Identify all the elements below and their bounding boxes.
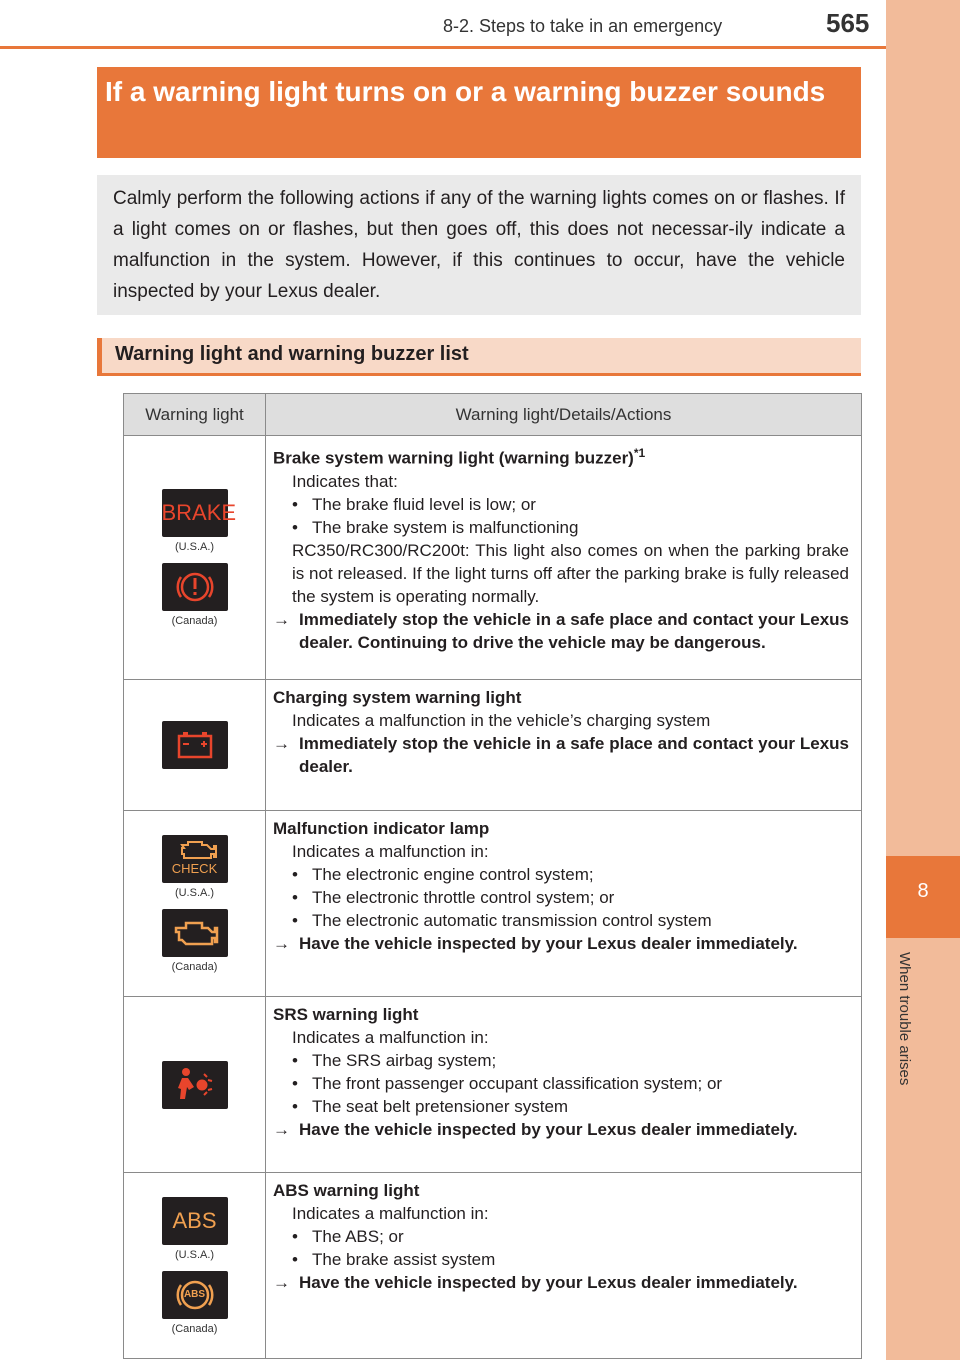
icon-caption-usa: (U.S.A.): [174, 886, 215, 899]
chapter-title: When trouble arises: [896, 952, 913, 1086]
footnote-marker: *1: [633, 446, 646, 460]
chapter-number: 8: [886, 856, 960, 938]
icon-cell: [124, 811, 266, 997]
icon-caption-canada: (Canada): [171, 1322, 218, 1335]
arrow-icon: →: [273, 1120, 290, 1139]
check-engine-text-icon: [162, 835, 228, 883]
arrow-icon: →: [273, 1273, 290, 1292]
warning-title-text: Brake system warning light (warning buzzer): [273, 448, 634, 468]
arrow-icon: →: [273, 934, 290, 953]
column-header-details: Warning light/Details/Actions: [266, 394, 862, 436]
bullet-item: • The ABS; or: [273, 1225, 849, 1248]
abs-icon-label: ABS: [172, 1207, 217, 1233]
table-header-row: [124, 394, 862, 436]
action-text: [273, 932, 849, 955]
details-cell: [266, 436, 862, 680]
action-text: [273, 608, 849, 654]
header-rule: [0, 46, 886, 49]
section-banner: [97, 67, 861, 158]
table-row: [124, 811, 862, 997]
bullet-item: • The electronic engine control system;: [273, 863, 849, 886]
table-row: [124, 436, 862, 680]
subsection-header: [97, 338, 861, 376]
bullet-item: • The front passenger occupant classification system; or: [273, 1072, 849, 1095]
arrow-icon: →: [273, 609, 290, 629]
details-cell: [266, 811, 862, 997]
indicates-text: Indicates a malfunction in:: [292, 1028, 489, 1047]
intro-box: [97, 175, 861, 315]
icon-caption-usa: (U.S.A.): [174, 540, 215, 553]
arrow-icon: →: [273, 734, 290, 753]
icon-cell: [124, 1173, 266, 1359]
subsection-title: Warning light and warning buzzer list: [115, 343, 469, 365]
brake-exclamation-icon: [162, 563, 228, 611]
side-tab: [886, 0, 960, 1360]
action-label: Have the vehicle inspected by your Lexus dealer immediately.: [299, 934, 798, 953]
action-text: [273, 1118, 849, 1141]
bullet-item: • The electronic automatic transmission control system: [273, 909, 849, 932]
section-title: If a warning light turns on or a warning buzzer sounds: [105, 76, 826, 107]
bullet-item: • The brake assist system: [273, 1248, 849, 1271]
action-label: Immediately stop the vehicle in a safe place and contact your Lexus dealer. Continuing to drive the vehicle may be dangerous.: [299, 609, 849, 652]
warning-title: ABS warning light: [273, 1181, 420, 1200]
action-text: [273, 1271, 849, 1294]
brake-text-icon: [161, 489, 237, 537]
bullet-item: • The SRS airbag system;: [273, 1049, 849, 1072]
icon-cell: [124, 997, 266, 1173]
intro-text: Calmly perform the following actions if any of the warning lights comes on or flashes. If a light comes on or flashes, but then goes off, this does not necessar-ily indicate a malfunction in the system. However, if this continues to occur, have the vehicle inspected by your Lexus dealer.: [113, 188, 845, 302]
icon-caption-canada: (Canada): [171, 960, 218, 973]
table-row: [124, 997, 862, 1173]
warning-title: [273, 442, 849, 470]
warning-title: SRS warning light: [273, 1005, 419, 1024]
battery-icon: [162, 721, 228, 769]
table-row: [124, 1173, 862, 1359]
icon-caption-canada: (Canada): [171, 614, 218, 627]
indicates-text: Indicates that:: [292, 471, 398, 491]
table-row: [124, 680, 862, 811]
details-cell: [266, 680, 862, 811]
warning-title: Malfunction indicator lamp: [273, 819, 490, 838]
action-label: Immediately stop the vehicle in a safe place and contact your Lexus dealer.: [299, 734, 849, 776]
action-text: [273, 732, 849, 778]
action-label: Have the vehicle inspected by your Lexus dealer immediately.: [299, 1273, 798, 1292]
bullet-item: • The seat belt pretensioner system: [273, 1095, 849, 1118]
engine-icon: [162, 909, 228, 957]
icon-caption-usa: (U.S.A.): [174, 1248, 215, 1261]
model-note: RC350/RC300/RC200t: This light also comes on when the parking brake is not released. If the light turns off after the parking brake is fully released the system is operating normally.: [292, 540, 849, 606]
page-number: 565: [826, 8, 870, 38]
abs-text-icon: [162, 1197, 228, 1245]
indicates-text: Indicates a malfunction in:: [292, 842, 489, 861]
details-cell: [266, 997, 862, 1173]
subsection-accent-bar: [97, 338, 102, 376]
check-icon-label: CHECK: [171, 860, 218, 876]
bullet-item: • The brake system is malfunctioning: [273, 516, 849, 539]
bullet-item: • The brake fluid level is low; or: [273, 493, 849, 516]
bullet-item: • The electronic throttle control system; or: [273, 886, 849, 909]
column-header-warning-light: Warning light: [124, 394, 266, 436]
warning-title: Charging system warning light: [273, 688, 522, 707]
running-header: 8-2. Steps to take in an emergency: [443, 16, 723, 36]
indicates-text: Indicates a malfunction in the vehicle’s charging system: [292, 711, 711, 730]
abs-circle-icon: [162, 1271, 228, 1319]
airbag-icon: [162, 1061, 228, 1109]
details-cell: [266, 1173, 862, 1359]
indicates-text: Indicates a malfunction in:: [292, 1204, 489, 1223]
icon-cell: [124, 436, 266, 680]
action-label: Have the vehicle inspected by your Lexus dealer immediately.: [299, 1120, 798, 1139]
brake-icon-label: BRAKE: [161, 499, 237, 525]
abs-circle-icon-label: ABS: [183, 1288, 206, 1300]
warning-light-table: [123, 393, 862, 1359]
icon-cell: [124, 680, 266, 811]
